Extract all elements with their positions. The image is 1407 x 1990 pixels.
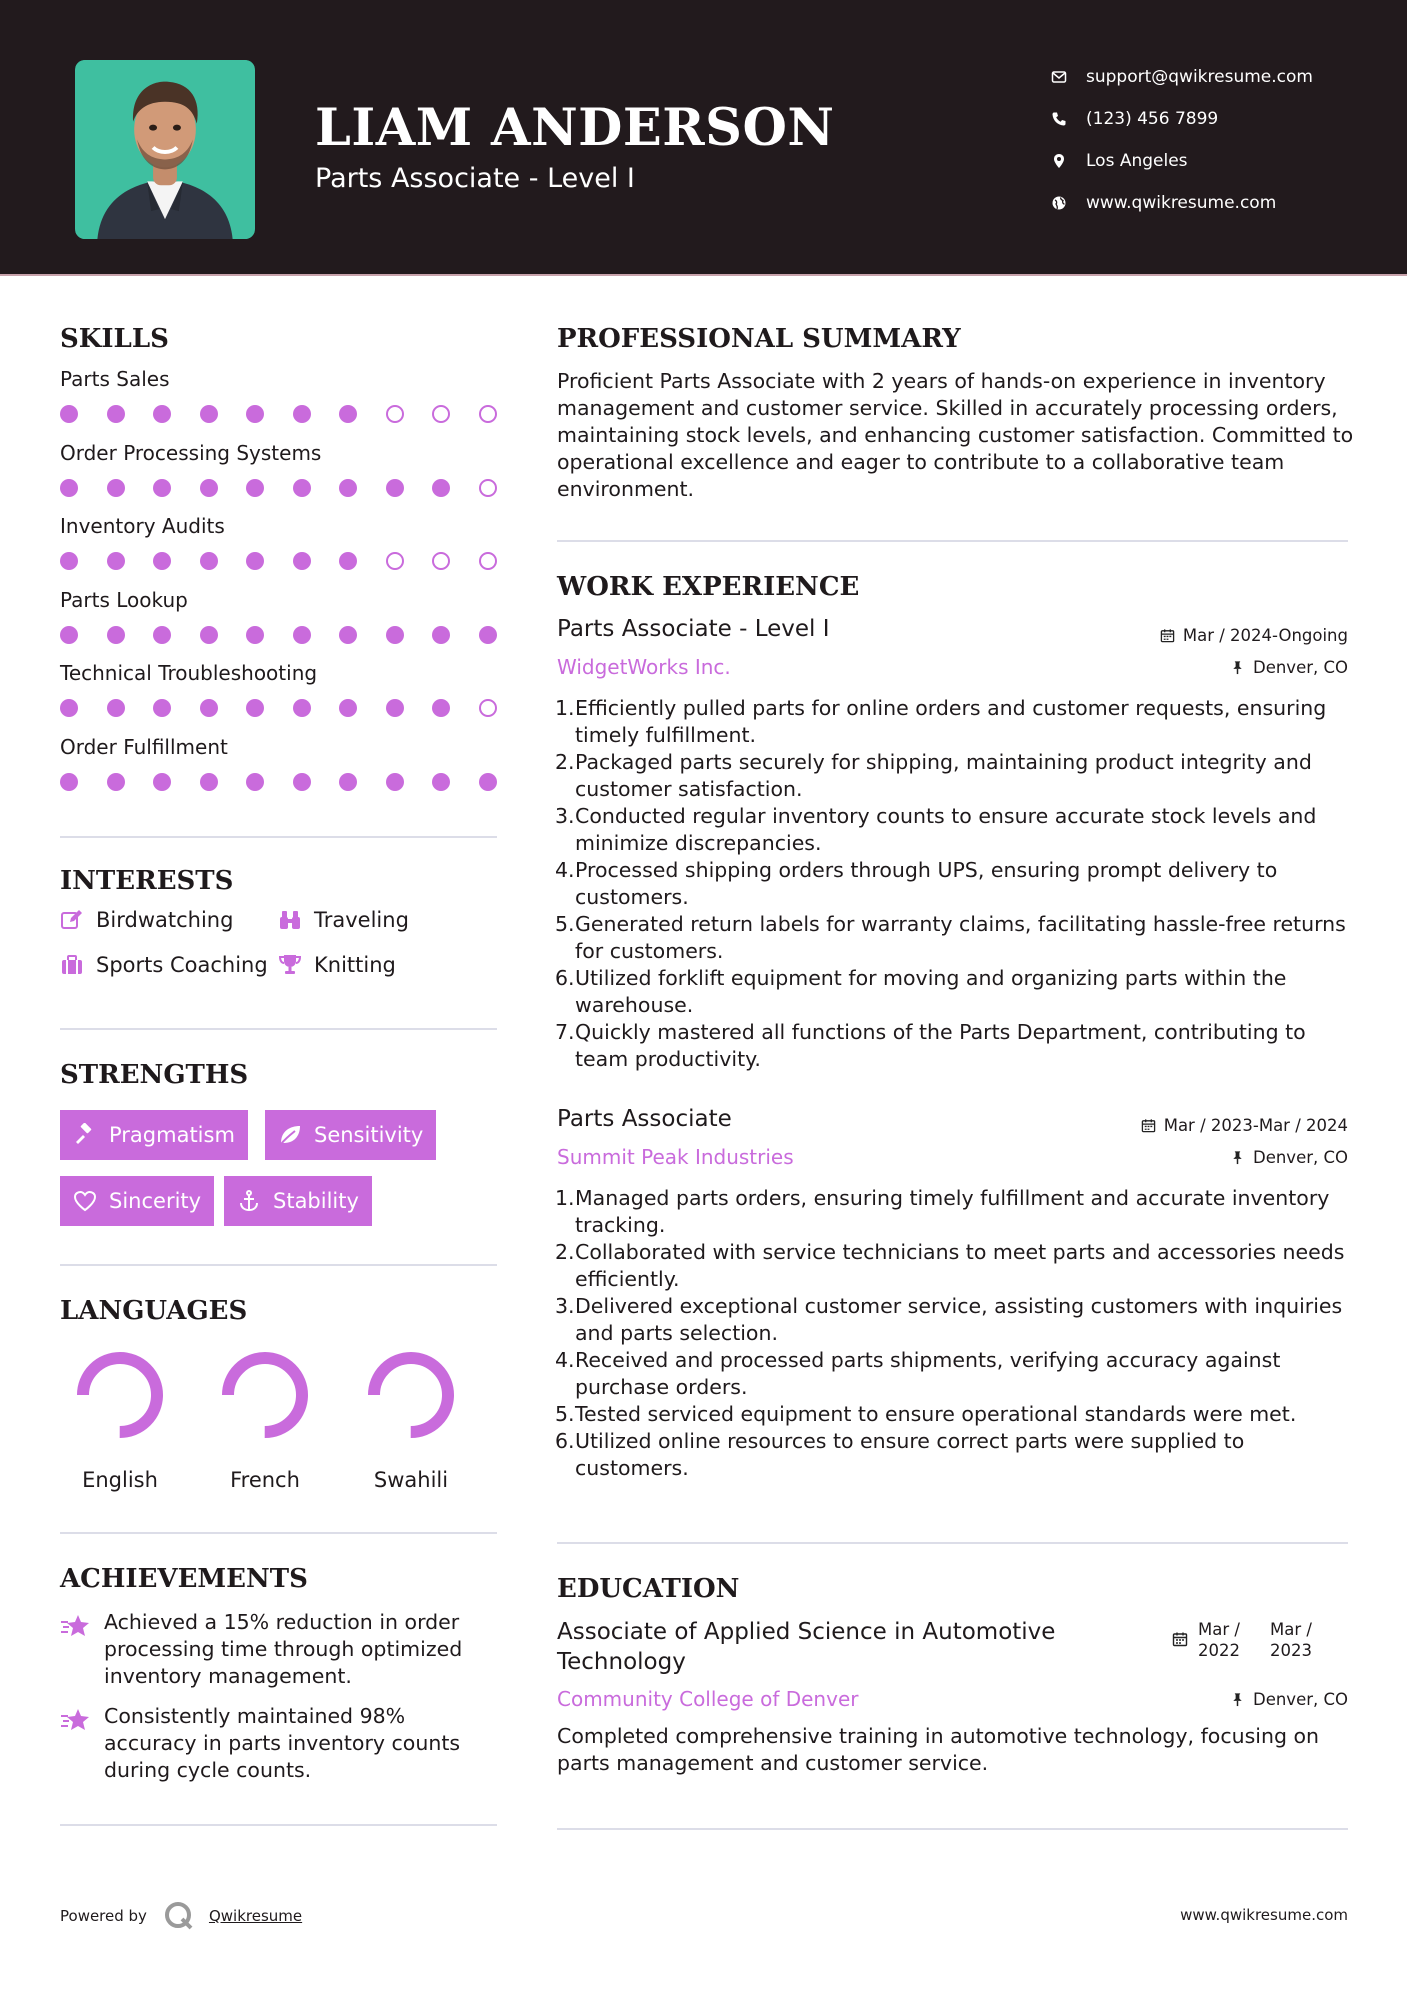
rating-dot-filled <box>386 699 404 717</box>
qwikresume-logo-icon <box>163 1900 195 1932</box>
summary-divider <box>557 540 1348 542</box>
languages-divider <box>60 1532 497 1534</box>
interest-item <box>60 908 233 932</box>
interest-item <box>278 908 409 932</box>
education-heading: EDUCATION <box>557 1574 740 1604</box>
rating-dot-empty <box>479 699 497 717</box>
rating-dot-filled <box>432 479 450 497</box>
footer-powered-by <box>60 1900 302 1932</box>
language-level-arc <box>374 1358 448 1432</box>
job-bullet: 2. Collaborated with service technicians to meet parts and accessories needs efficiently. <box>555 1240 1345 1291</box>
rating-dot-filled <box>200 552 218 570</box>
interest-item <box>278 953 396 977</box>
summary-heading: PROFESSIONAL SUMMARY <box>557 324 961 354</box>
calendar-icon <box>1141 1118 1156 1133</box>
rating-dot-filled <box>432 773 450 791</box>
rating-dot-filled <box>200 405 218 423</box>
contact-website[interactable] <box>1049 182 1313 224</box>
education-divider <box>557 1828 1348 1830</box>
calendar-icon <box>1172 1631 1188 1647</box>
strength-tag <box>224 1176 372 1226</box>
rating-dot-empty <box>479 552 497 570</box>
rating-dot-filled <box>386 626 404 644</box>
contact-email[interactable] <box>1049 56 1313 98</box>
skill-name: Parts Sales <box>60 367 170 391</box>
rating-dot-filled <box>479 626 497 644</box>
candidate-name: LIAM ANDERSON <box>315 98 835 158</box>
rating-dot-filled <box>293 699 311 717</box>
rating-dot-filled <box>107 479 125 497</box>
rating-dot-filled <box>60 626 78 644</box>
rating-dot-filled <box>60 773 78 791</box>
job-bullet: 6. Utilized online resources to ensure correct parts were supplied to customers. <box>555 1429 1245 1480</box>
interests-heading: INTERESTS <box>60 866 234 896</box>
rating-dot-filled <box>107 626 125 644</box>
rating-dot-filled <box>246 479 264 497</box>
language-level-arc <box>228 1358 302 1432</box>
contact-location <box>1049 140 1313 182</box>
rating-dot-filled <box>432 699 450 717</box>
rating-dot-filled <box>339 773 357 791</box>
education-degree: Associate of Applied Science in Automotive Technology <box>557 1619 1056 1675</box>
rating-dot-filled <box>339 552 357 570</box>
interest-item <box>60 953 268 977</box>
rating-dot-filled <box>200 626 218 644</box>
strength-label: Sincerity <box>109 1189 202 1213</box>
rating-dot-filled <box>153 552 171 570</box>
rating-dot-filled <box>153 773 171 791</box>
skills-heading: SKILLS <box>60 324 169 354</box>
contact-location-text: Los Angeles <box>1086 151 1188 171</box>
achievement-item <box>60 1703 500 1784</box>
rating-dot-empty <box>386 405 404 423</box>
calendar-icon <box>1160 628 1175 643</box>
language-level-ring <box>217 1347 313 1443</box>
strength-tag <box>265 1110 436 1160</box>
job-bullet: 3. Conducted regular inventory counts to ensure accurate stock levels and minimize discrepancies. <box>555 804 1317 855</box>
rating-dot-filled <box>246 699 264 717</box>
interest-label: Knitting <box>314 953 396 977</box>
resume-header <box>0 0 1407 276</box>
language-level-ring <box>72 1347 168 1443</box>
skill-name: Parts Lookup <box>60 587 188 612</box>
strength-tag <box>60 1110 248 1160</box>
trophy-icon <box>278 953 302 977</box>
summary-text: Proficient Parts Associate with 2 years of hands-on experience in inventory management and customer service. Skilled in accurately processing orders, maintaining stock levels, and enhancing customer satisfaction. Committed to operational excellence and eager to contribute to a collaborative team environment. <box>557 369 1354 501</box>
job-bullet: 3. Delivered exceptional customer service, assisting customers with inquiries and parts selection. <box>555 1294 1343 1345</box>
rating-dot-filled <box>107 405 125 423</box>
interest-label: Sports Coaching <box>96 953 268 977</box>
rating-dot-empty <box>432 405 450 423</box>
job-bullet: 6. Utilized forklift equipment for moving and organizing parts within the warehouse. <box>555 966 1287 1017</box>
rating-dot-filled <box>60 552 78 570</box>
pushpin-icon <box>1230 1150 1245 1165</box>
rating-dot-filled <box>246 552 264 570</box>
skills-divider <box>60 836 497 838</box>
rating-dot-filled <box>293 405 311 423</box>
rating-dot-filled <box>339 699 357 717</box>
pushpin-icon <box>1230 660 1245 675</box>
job-title: Parts Associate - Level I <box>557 616 830 642</box>
strength-label: Sensitivity <box>314 1123 424 1147</box>
interest-label: Traveling <box>314 908 409 932</box>
rating-dot-filled <box>339 479 357 497</box>
skill-rating <box>60 699 497 717</box>
education-end-date: Mar / 2023 <box>1270 1620 1312 1660</box>
rating-dot-empty <box>479 405 497 423</box>
rating-dot-filled <box>153 626 171 644</box>
rating-dot-filled <box>200 773 218 791</box>
rating-dot-filled <box>200 699 218 717</box>
education-location-text: Denver, CO <box>1252 1690 1348 1709</box>
strength-tag <box>60 1176 214 1226</box>
languages-heading: LANGUAGES <box>60 1296 248 1326</box>
rating-dot-filled <box>293 479 311 497</box>
binoculars-icon <box>278 908 302 932</box>
interests-divider <box>60 1028 497 1030</box>
job-location-text: Denver, CO <box>1252 658 1348 677</box>
achievement-text: Achieved a 15% reduction in order processing time through optimized inventory management. <box>104 1610 463 1688</box>
anchor-icon <box>237 1189 261 1213</box>
strength-label: Pragmatism <box>109 1123 235 1147</box>
rating-dot-filled <box>153 699 171 717</box>
rating-dot-filled <box>107 699 125 717</box>
strengths-divider <box>60 1264 497 1266</box>
rating-dot-filled <box>386 773 404 791</box>
heart-icon <box>73 1189 97 1213</box>
job-location <box>1230 658 1348 677</box>
skill-name: Technical Troubleshooting <box>60 661 318 685</box>
rating-dot-filled <box>107 552 125 570</box>
phone-icon <box>1049 109 1069 129</box>
pushpin-icon <box>1230 1692 1245 1707</box>
language-level-arc <box>83 1358 157 1432</box>
job-bullet: 1. Efficiently pulled parts for online orders and customer requests, ensuring timely fulfillment. <box>555 696 1327 747</box>
contact-list <box>1049 56 1313 224</box>
contact-phone[interactable] <box>1049 98 1313 140</box>
rating-dot-filled <box>293 552 311 570</box>
achievements-heading: ACHIEVEMENTS <box>60 1564 308 1594</box>
rating-dot-filled <box>60 479 78 497</box>
rating-dot-filled <box>246 773 264 791</box>
job-bullet: 7. Quickly mastered all functions of the Parts Department, contributing to team productivity. <box>555 1020 1306 1071</box>
profile-photo-image <box>75 60 255 239</box>
skill-name: Order Processing Systems <box>60 440 322 465</box>
rating-dot-filled <box>432 626 450 644</box>
rating-dot-empty <box>432 552 450 570</box>
rating-dot-filled <box>293 773 311 791</box>
achievement-item <box>60 1609 500 1690</box>
rating-dot-filled <box>60 405 78 423</box>
skill-rating <box>60 773 497 791</box>
rating-dot-filled <box>153 479 171 497</box>
education-start-date: Mar / 2022 <box>1198 1620 1240 1660</box>
gavel-icon <box>73 1123 97 1147</box>
rating-dot-filled <box>293 626 311 644</box>
strengths-heading: STRENGTHS <box>60 1060 249 1090</box>
education-location <box>1230 1690 1348 1709</box>
skill-name: Order Fulfillment <box>60 734 228 759</box>
experience-divider <box>557 1542 1348 1544</box>
rating-dot-filled <box>479 773 497 791</box>
envelope-icon <box>1049 67 1069 87</box>
rating-dot-filled <box>246 405 264 423</box>
rating-dot-filled <box>60 699 78 717</box>
achievement-text: Consistently maintained 98% accuracy in parts inventory counts during cycle counts. <box>104 1704 461 1782</box>
briefcase-icon <box>60 953 84 977</box>
job-location <box>1230 1148 1348 1167</box>
language-item <box>205 1347 325 1492</box>
rating-dot-filled <box>386 479 404 497</box>
footer-website[interactable]: www.qwikresume.com <box>1180 1906 1348 1924</box>
language-name: English <box>82 1468 158 1492</box>
contact-phone-text: (123) 456 7899 <box>1086 109 1219 129</box>
job-bullet: 4. Received and processed parts shipments, verifying accuracy against purchase orders. <box>555 1348 1281 1399</box>
job-dates-text: Mar / 2023-Mar / 2024 <box>1163 1116 1348 1135</box>
profile-photo <box>75 60 255 239</box>
star-badge-icon <box>60 1609 104 1690</box>
qwikresume-link[interactable]: Qwikresume <box>208 1907 303 1925</box>
globe-icon <box>1049 193 1069 213</box>
powered-by-text: Powered by <box>60 1907 147 1925</box>
rating-dot-filled <box>107 773 125 791</box>
location-pin-icon <box>1049 151 1069 171</box>
rating-dot-filled <box>153 405 171 423</box>
skill-rating <box>60 479 497 497</box>
education-description: Completed comprehensive training in automotive technology, focusing on parts management and customer service. <box>557 1724 1320 1775</box>
language-name: French <box>230 1468 300 1492</box>
interest-label: Birdwatching <box>96 908 234 932</box>
skill-rating <box>60 626 497 644</box>
job-bullets <box>555 695 1355 1073</box>
job-company: WidgetWorks Inc. <box>557 655 731 679</box>
skill-name: Inventory Audits <box>60 514 225 538</box>
skill-rating <box>60 552 497 570</box>
language-name: Swahili <box>373 1468 449 1492</box>
rating-dot-filled <box>200 479 218 497</box>
contact-email-text: support@qwikresume.com <box>1086 67 1313 87</box>
job-bullet: 2. Packaged parts securely for shipping, maintaining product integrity and customer satisfaction. <box>555 750 1312 801</box>
job-bullets <box>555 1185 1355 1482</box>
rating-dot-filled <box>339 405 357 423</box>
rating-dot-empty <box>386 552 404 570</box>
job-dates <box>1141 1116 1348 1135</box>
achievements-divider <box>60 1824 497 1826</box>
job-bullet: 4. Processed shipping orders through UPS, ensuring prompt delivery to customers. <box>555 858 1278 909</box>
language-item <box>60 1347 180 1492</box>
star-badge-icon <box>60 1703 104 1784</box>
contact-website-text: www.qwikresume.com <box>1086 193 1277 213</box>
pencil-edit-icon <box>60 908 84 932</box>
job-company: Summit Peak Industries <box>557 1145 794 1169</box>
job-bullet: 5. Generated return labels for warranty claims, facilitating hassle-free returns for customers. <box>555 912 1346 963</box>
language-level-ring <box>363 1347 459 1443</box>
rating-dot-filled <box>339 626 357 644</box>
rating-dot-filled <box>246 626 264 644</box>
education-school: Community College of Denver <box>557 1687 859 1711</box>
job-location-text: Denver, CO <box>1252 1148 1348 1167</box>
skill-rating <box>60 405 497 423</box>
job-title: Parts Associate <box>557 1106 732 1132</box>
experience-heading: WORK EXPERIENCE <box>557 572 860 602</box>
job-bullet: 1. Managed parts orders, ensuring timely fulfillment and accurate inventory tracking. <box>555 1186 1330 1237</box>
language-item <box>351 1347 471 1492</box>
rating-dot-empty <box>479 479 497 497</box>
strength-label: Stability <box>273 1189 359 1213</box>
leaf-icon <box>278 1123 302 1147</box>
job-dates-text: Mar / 2024-Ongoing <box>1182 626 1348 645</box>
job-bullet: 5. Tested serviced equipment to ensure operational standards were met. <box>555 1402 1297 1426</box>
job-dates <box>1160 626 1348 645</box>
candidate-title: Parts Associate - Level I <box>315 163 635 194</box>
